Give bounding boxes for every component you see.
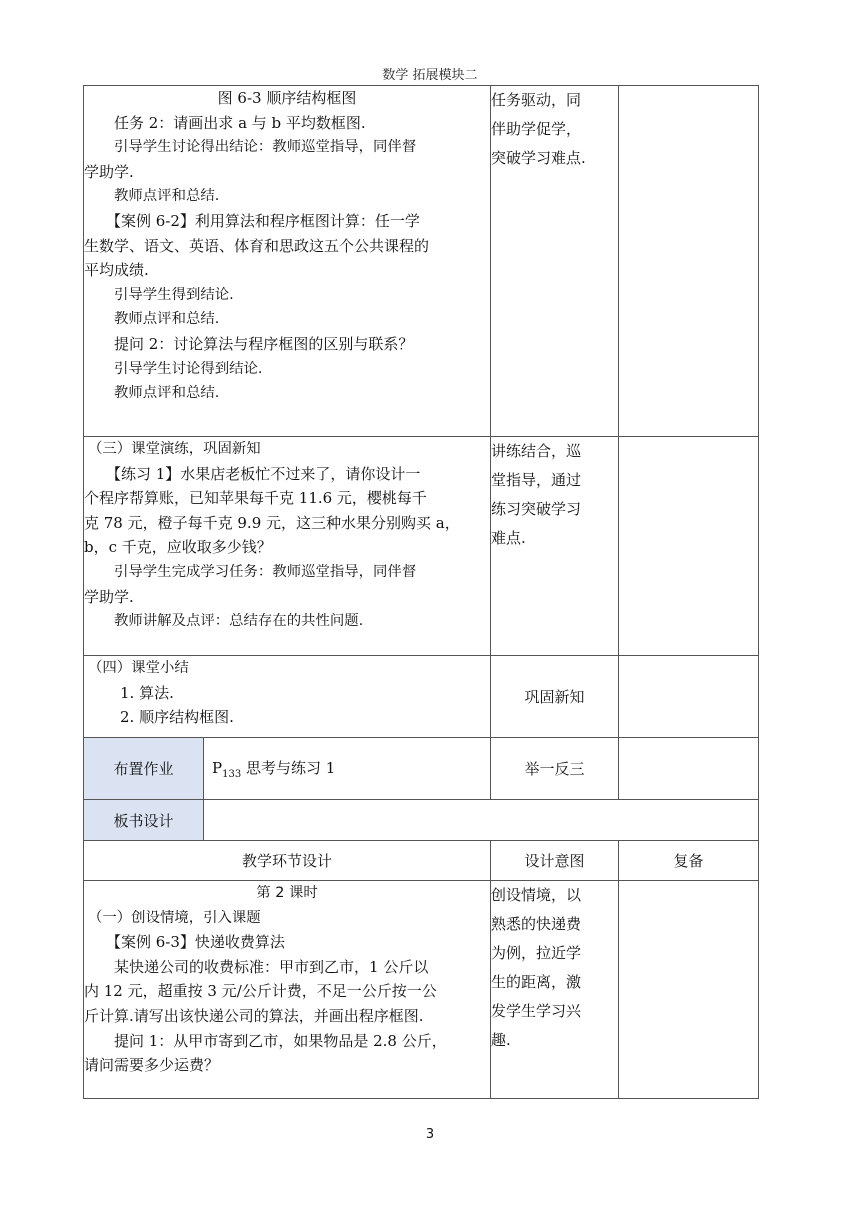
- board-design-label: 板书设计: [84, 800, 204, 841]
- intent-line: 发学生学习兴: [491, 1002, 582, 1020]
- col-head-review: 复备: [619, 841, 759, 881]
- teacher-explain: 教师讲解及点评：总结存在的共性问题.: [114, 613, 364, 630]
- col-head-teaching-design: 教学环节设计: [84, 841, 491, 881]
- lesson-2-cell: [84, 881, 491, 1099]
- intent-line: 练习突破学习: [491, 500, 582, 518]
- lesson-2-title: 第 2 课时: [256, 885, 318, 901]
- row-practice-section: [84, 437, 759, 656]
- intent-line: 难点.: [491, 529, 526, 547]
- guide-task: 引导学生完成学习任务：教师巡堂指导，同伴督: [114, 563, 417, 580]
- col-head-design-intent: 设计意图: [491, 841, 619, 881]
- practice-heading: （三）课堂演练，巩固新知: [88, 441, 261, 457]
- review-cell: [619, 881, 759, 1099]
- review-cell: [619, 86, 759, 437]
- intent-line: 任务驱动，同: [491, 91, 582, 109]
- row-board-design: [84, 800, 759, 841]
- homework-label: 布置作业: [84, 738, 204, 800]
- lesson-plan-table: [83, 85, 759, 1099]
- row-homework: [84, 738, 759, 800]
- intent-line: 讲练结合，巡: [491, 442, 582, 460]
- summary-section-cell: [84, 656, 491, 738]
- homework-intent: 举一反三: [491, 738, 619, 800]
- guide-line: 引导学生讨论得出结论：教师巡堂指导，同伴督: [114, 139, 417, 156]
- guide-discussion: 引导学生讨论得到结论.: [114, 360, 263, 377]
- review-cell: [619, 738, 759, 800]
- exercise-1-line: 克 78 元，橙子每千克 9.9 元，这三种水果分别购买 a，: [84, 513, 460, 532]
- guide-line-cont: 学助学.: [84, 162, 134, 181]
- teacher-review-2: 教师点评和总结.: [114, 311, 220, 328]
- case-6-3-line: 某快递公司的收费标准：甲市到乙市，1 公斤以: [114, 957, 429, 976]
- homework-prefix: P: [212, 759, 223, 777]
- review-cell: [619, 656, 759, 738]
- summary-item: 2. 顺序结构框图.: [120, 708, 234, 727]
- board-design-content: [204, 800, 759, 841]
- case-6-3: 【案例 6-3】快递收费算法: [106, 933, 285, 952]
- lesson-2-intent-cell: [491, 881, 619, 1099]
- question-1-cont: 请问需要多少运费？: [84, 1056, 220, 1075]
- intent-line: 堂指导，通过: [491, 471, 582, 489]
- teacher-review-3: 教师点评和总结.: [114, 385, 220, 402]
- figure-caption: 图 6-3 顺序结构框图: [217, 89, 357, 107]
- homework-text: [204, 738, 491, 800]
- summary-heading: （四）课堂小结: [88, 660, 189, 676]
- question-1: 提问 1：从甲市寄到乙市，如果物品是 2.8 公斤，: [114, 1031, 447, 1050]
- summary-intent: 巩固新知: [491, 656, 619, 738]
- intent-line: 生的距离，激: [491, 973, 582, 991]
- guide-task-cont: 学助学.: [84, 587, 134, 606]
- row-table-head: [84, 841, 759, 881]
- teacher-review: 教师点评和总结.: [114, 188, 220, 205]
- summary-item: 1. 算法.: [120, 683, 174, 702]
- intent-line: 伴助学促学，: [491, 120, 582, 138]
- case-6-2: 【案例 6-2】利用算法和程序框图计算：任一学: [106, 211, 420, 230]
- lesson-2-heading: （一）创设情境，引入课题: [88, 909, 261, 926]
- case-6-2-end: 平均成绩.: [84, 261, 149, 280]
- exercise-1: 【练习 1】水果店老板忙不过来了，请你设计一: [106, 464, 421, 483]
- guide-conclusion: 引导学生得到结论.: [114, 286, 234, 303]
- practice-intent-cell: [491, 437, 619, 656]
- exercise-1-line: b，c 千克，应收取多少钱？: [84, 538, 272, 557]
- page-header: 数学 拓展模块二: [382, 68, 478, 83]
- case-6-3-line: 内 12 元，超重按 3 元/公斤计费，不足一公斤按一公: [84, 982, 437, 1001]
- exercise-1-line: 个程序帮算账，已知苹果每千克 11.6 元，樱桃每千: [84, 489, 427, 508]
- case-6-2-cont: 生数学、语文、英语、体育和思政这五个公共课程的: [84, 236, 430, 255]
- homework-suffix: 思考与练习 1: [241, 759, 336, 777]
- row-lesson-2: [84, 881, 759, 1099]
- intent-line: 创设情境，以: [491, 886, 582, 904]
- continued-intent-cell: [491, 86, 619, 437]
- review-cell: [619, 437, 759, 656]
- task-2: 任务 2：请画出求 a 与 b 平均数框图.: [114, 113, 366, 132]
- intent-line: 为例，拉近学: [491, 944, 582, 962]
- intent-line: 熟悉的快递费: [491, 915, 582, 933]
- question-2: 提问 2：讨论算法与程序框图的区别与联系？: [114, 334, 414, 353]
- homework-page: 133: [222, 769, 242, 780]
- continued-section-cell: [84, 86, 491, 437]
- intent-line: 突破学习难点.: [491, 149, 586, 167]
- intent-line: 趣.: [491, 1031, 511, 1049]
- page-number: 3: [425, 1127, 435, 1142]
- case-6-3-line: 斤计算.请写出该快递公司的算法，并画出程序框图.: [84, 1006, 424, 1025]
- row-summary-section: [84, 656, 759, 738]
- row-continued-section: [84, 86, 759, 437]
- practice-section-cell: [84, 437, 491, 656]
